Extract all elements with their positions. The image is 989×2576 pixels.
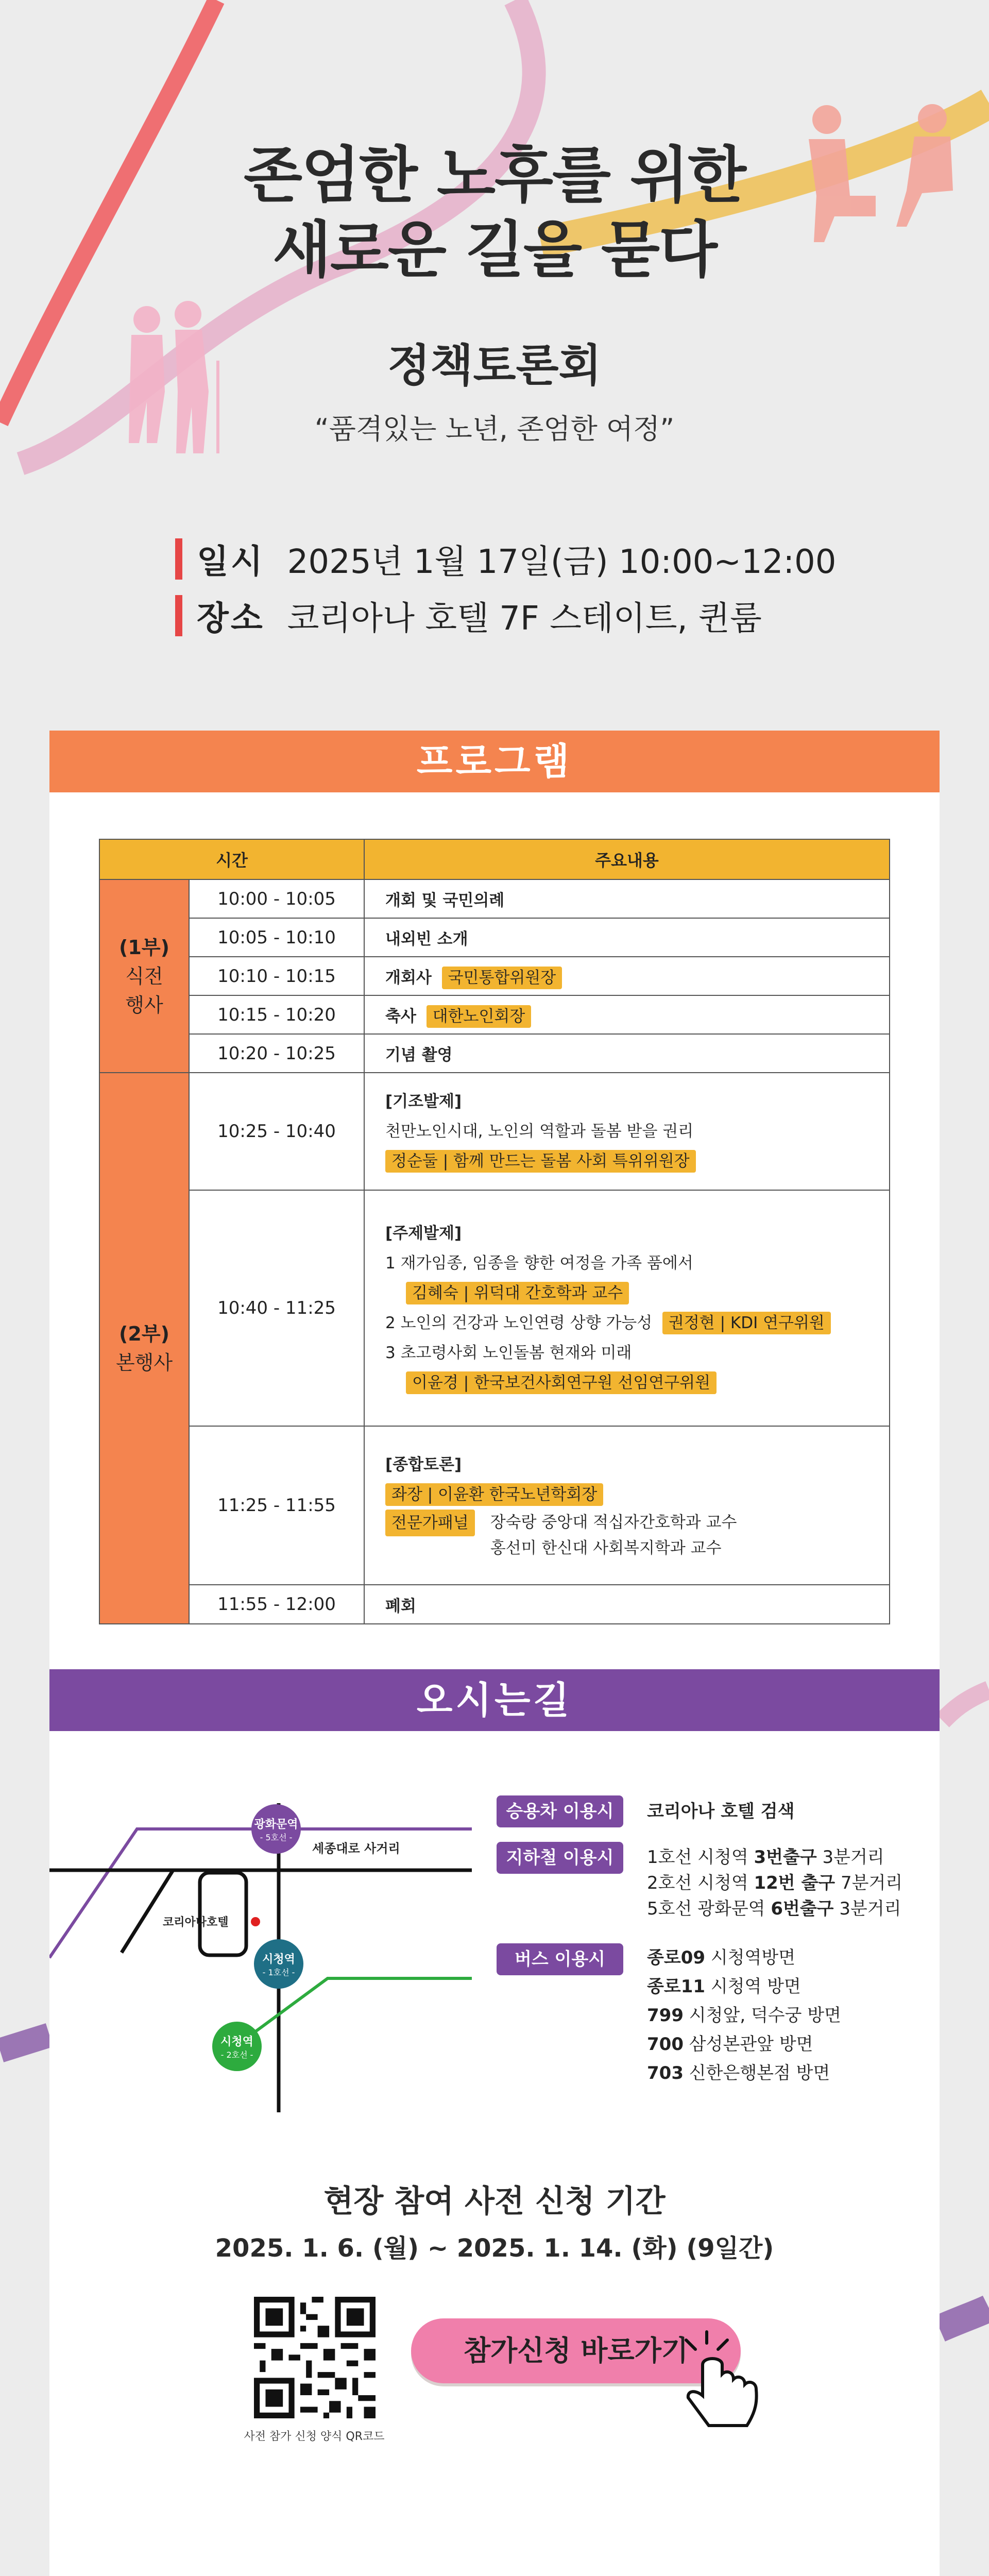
subway-line-item: 2호선 시청역 12번 출구 7분거리	[647, 1873, 903, 1893]
map-station-cityhall-2-line: - 2호선 -	[220, 2050, 253, 2060]
program-band: 프로그램	[49, 731, 940, 792]
bus-line-item: 703 신한은행본점 방면	[647, 2063, 830, 2083]
bus-line-item: 종로09 시청역방면	[647, 1947, 796, 1968]
subway-tag: 지하철 이용시	[497, 1842, 623, 1874]
apply-button[interactable]: 참가신청 바로가기	[411, 2318, 741, 2383]
table-row	[99, 1073, 890, 1190]
time-cell: 10:10 - 10:15	[189, 957, 364, 995]
content-label: 개회사	[385, 969, 432, 987]
panel-tag: 전문가패널	[385, 1510, 475, 1536]
map-hotel-label: 코리아나호텔	[163, 1916, 229, 1929]
time-cell: 10:25 - 10:40	[189, 1073, 364, 1190]
subway-text	[647, 1844, 902, 1922]
title-line-1: 존엄한 노후를 위한	[243, 140, 746, 211]
program-table	[99, 839, 890, 1624]
bus-line-item: 700 삼성본관앞 방면	[647, 2034, 813, 2055]
part1-title: (1부)	[119, 936, 169, 959]
section-heading: [종합토론]	[385, 1455, 462, 1474]
car-text: 코리아나 호텔 검색	[647, 1801, 795, 1822]
part1-sub2: 행사	[125, 993, 163, 1016]
time-cell: 10:00 - 10:05	[189, 879, 364, 918]
speaker-tag: 김혜숙 | 위덕대 간호학과 교수	[406, 1282, 629, 1304]
speaker-tag: 이윤경 | 한국보건사회연구원 선임연구위원	[406, 1371, 717, 1394]
apply-title: 현장 참여 사전 신청 기간	[323, 2183, 666, 2219]
content-cell: 개회 및 국민의례	[364, 879, 890, 918]
date-value: 2025년 1월 17일(금) 10:00~12:00	[287, 543, 837, 581]
time-cell: 11:25 - 11:55	[189, 1426, 364, 1585]
content-cell	[364, 1426, 890, 1585]
panelist: 홍선미 한신대 사회복지학과 교수	[490, 1539, 722, 1557]
map-station-cityhall-1: 시청역	[262, 1953, 295, 1966]
col-time-header: 시간	[99, 839, 364, 879]
location-map	[49, 1783, 472, 2112]
keynote-title: 천만노인시대, 노인의 역할과 돌봄 받을 권리	[385, 1122, 694, 1141]
speaker-tag: 국민통합위원장	[442, 967, 562, 989]
pointer-hand-icon	[680, 2329, 768, 2432]
content-label: 축사	[385, 1007, 416, 1026]
section-heading: [주제발제]	[385, 1224, 462, 1243]
table-row	[99, 918, 890, 957]
place-row	[175, 592, 762, 639]
panelist: 장숙랑 중앙대 적십자간호학과 교수	[490, 1513, 737, 1532]
table-header-row	[99, 839, 890, 879]
time-cell: 11:55 - 12:00	[189, 1585, 364, 1624]
bus-tag: 버스 이용시	[497, 1943, 623, 1975]
table-row	[99, 1034, 890, 1073]
date-accent-bar	[175, 538, 182, 580]
table-row	[99, 1426, 890, 1585]
topic-item: 1 재가임종, 임종을 향한 여정을 가족 품에서	[385, 1254, 693, 1273]
table-row	[99, 957, 890, 995]
map-station-gwanghwamun-line: - 5호선 -	[260, 1833, 293, 1842]
place-label: 장소	[197, 600, 265, 638]
part2-sub: 본행사	[115, 1351, 173, 1374]
subway-line-item: 5호선 광화문역 6번출구 3분거리	[647, 1899, 901, 1919]
table-row	[99, 995, 890, 1034]
speaker-tag: 대한노인회장	[427, 1005, 532, 1028]
part1-cell	[99, 879, 189, 1073]
subtitle: 정책토론회	[387, 340, 602, 392]
time-cell: 10:20 - 10:25	[189, 1034, 364, 1073]
speaker-tag: 권정현 | KDI 연구위원	[662, 1312, 831, 1334]
map-station-cityhall-1-line: - 1호선 -	[262, 1968, 295, 1977]
place-value: 코리아나 호텔 7F 스테이트, 퀸룸	[287, 600, 762, 638]
map-intersection-label: 세종대로 사거리	[312, 1841, 400, 1856]
content-cell	[364, 1073, 890, 1190]
content-cell: 기념 촬영	[364, 1034, 890, 1073]
map-station-cityhall-2: 시청역	[220, 2036, 253, 2048]
bus-line-item: 799 시청앞, 덕수궁 방면	[647, 2005, 841, 2026]
content-cell: 내외빈 소개	[364, 918, 890, 957]
chair-tag: 좌장 | 이윤환 한국노년학회장	[385, 1483, 603, 1506]
content-cell: 폐회	[364, 1585, 890, 1624]
table-row	[99, 879, 890, 918]
part2-cell	[99, 1073, 189, 1624]
part2-title: (2부)	[119, 1323, 169, 1345]
place-accent-bar	[175, 595, 182, 636]
date-label: 일시	[197, 543, 265, 581]
content-cell	[364, 957, 890, 995]
content-cell	[364, 995, 890, 1034]
section-heading: [기조발제]	[385, 1092, 462, 1111]
event-quote: “품격있는 노년, 존엄한 여정”	[314, 413, 675, 445]
topic-item: 3 초고령사회 노인돌봄 현재와 미래	[385, 1344, 632, 1362]
title-line-2: 새로운 길을 묻다	[272, 214, 717, 285]
time-cell: 10:05 - 10:10	[189, 918, 364, 957]
directions-band: 오시는길	[49, 1669, 940, 1731]
bus-text	[647, 1943, 841, 2088]
time-cell: 10:40 - 11:25	[189, 1190, 364, 1426]
topic-item: 2 노인의 건강과 노인연령 상향 가능성	[385, 1314, 653, 1332]
qr-code[interactable]	[254, 2297, 376, 2418]
apply-date: 2025. 1. 6. (월) ~ 2025. 1. 14. (화) (9일간)	[215, 2234, 774, 2263]
part1-sub1: 식전	[125, 964, 163, 988]
car-tag: 승용차 이용시	[497, 1795, 623, 1827]
speaker-tag: 정순둘 | 함께 만드는 돌봄 사회 특위위원장	[385, 1150, 696, 1173]
time-cell: 10:15 - 10:20	[189, 995, 364, 1034]
date-row	[175, 536, 836, 582]
col-content-header: 주요내용	[364, 839, 890, 879]
subway-line-item: 1호선 시청역 3번출구 3분거리	[647, 1847, 884, 1868]
table-row	[99, 1190, 890, 1426]
map-station-gwanghwamun: 광화문역	[254, 1818, 298, 1831]
bus-line-item: 종로11 시청역 방면	[647, 1976, 801, 1997]
content-cell	[364, 1190, 890, 1426]
qr-caption: 사전 참가 신청 양식 QR코드	[244, 2430, 385, 2443]
table-row	[99, 1585, 890, 1624]
